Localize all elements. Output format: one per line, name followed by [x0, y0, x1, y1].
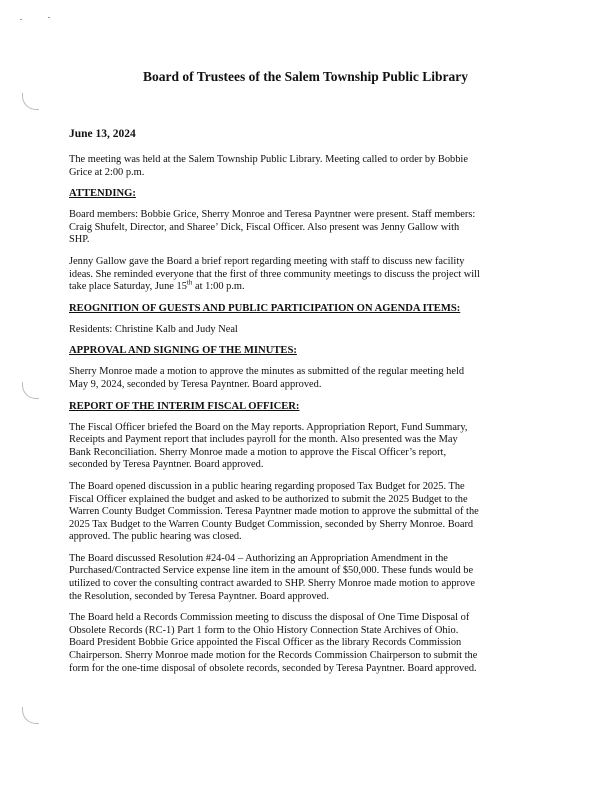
text-line: Craig Shufelt, Director, and Sharee’ Dick, Fiscal Officer. Also present was Jenny Gallow with	[69, 221, 460, 233]
text-line: utilized to cover the consulting contract awarded to SHP. Sherry Monroe made motion to approve	[69, 578, 475, 590]
minutes-heading: APPROVAL AND SIGNING OF THE MINUTES:	[69, 345, 297, 357]
text-line: SHP.	[69, 234, 90, 246]
resolution-paragraph	[69, 553, 515, 603]
ordinal-suffix: th	[186, 278, 193, 287]
recognition-heading: REOGNITION OF GUESTS AND PUBLIC PARTICIPATION ON AGENDA ITEMS:	[69, 302, 461, 314]
intro-paragraph	[69, 154, 515, 179]
text-line: The Fiscal Officer briefed the Board on the May reports. Appropriation Report, Fund Summary,	[69, 421, 468, 433]
document-title: Board of Trustees of the Salem Township Public Library	[142, 69, 469, 84]
scan-mark	[22, 93, 39, 110]
text-line: Grice at 2:00 p.m.	[69, 166, 145, 178]
text-line: Board President Bobbie Grice appointed the Fiscal Officer as the library Records Commission	[69, 637, 462, 649]
text-line: Sherry Monroe made a motion to approve the minutes as submitted of the regular meeting held	[69, 366, 465, 378]
text-fragment: take place Saturday, June 15	[69, 281, 187, 293]
records-paragraph	[69, 612, 515, 675]
meeting-date: June 13, 2024	[69, 128, 136, 140]
minutes-body	[69, 128, 515, 684]
residents-paragraph	[69, 324, 515, 337]
attending-heading: ATTENDING:	[69, 188, 136, 200]
gallow-paragraph	[69, 256, 515, 294]
text-line: ideas. She reminded everyone that the first of three community meetings to discuss the project will	[69, 268, 480, 280]
text-line: form for the one-time disposal of obsolete records, seconded by Teresa Payntner. Board approved.	[69, 662, 477, 674]
text-line: Purchased/Contracted Service expense line item in the amount of $50,000. These funds would be	[69, 565, 474, 577]
scan-speck	[48, 17, 50, 18]
budget-paragraph	[69, 481, 515, 544]
scan-mark	[22, 382, 39, 399]
minutes-paragraph	[69, 366, 515, 391]
text-line: The Board opened discussion in a public hearing regarding proposed Tax Budget for 2025. The	[69, 480, 465, 492]
fiscal-heading: REPORT OF THE INTERIM FISCAL OFFICER:	[69, 400, 300, 412]
scan-mark	[22, 707, 39, 724]
scan-speck	[20, 19, 22, 20]
text-line: Receipts and Payment report that includes payroll for the month. Also presented was the May	[69, 434, 458, 446]
text-line: May 9, 2024, seconded by Teresa Payntner. Board approved.	[69, 378, 322, 390]
text-line: Obsolete Records (RC-1) Part 1 form to the Ohio History Connection State Archives of Ohio.	[69, 624, 459, 636]
attending-paragraph	[69, 209, 515, 247]
text-line: The meeting was held at the Salem Township Public Library. Meeting called to order by Bobbie	[69, 154, 468, 165]
text-line: The Board discussed Resolution #24-04 – Authorizing an Appropriation Amendment in the	[69, 552, 448, 564]
text-line: Board members: Bobbie Grice, Sherry Monroe and Teresa Payntner were present. Staff members:	[69, 209, 476, 221]
text-fragment: at 1:00 p.m.	[192, 281, 245, 293]
text-line: The Board held a Records Commission meeting to discuss the disposal of One Time Disposal of	[69, 612, 470, 624]
text-line: Bank Reconciliation. Sherry Monroe made a motion to approve the Fiscal Officer’s report,	[69, 446, 447, 458]
text-line: Residents: Christine Kalb and Judy Neal	[69, 323, 238, 335]
fiscal-paragraph	[69, 422, 515, 472]
text-line: Fiscal Officer explained the budget and asked to be authorized to submit the 2025 Budget to the	[69, 493, 468, 505]
text-line: the Resolution, seconded by Teresa Payntner. Board approved.	[69, 590, 329, 602]
text-line: Chairperson. Sherry Monroe made motion for the Records Commission Chairperson to submit the	[69, 650, 478, 662]
text-line: 2025 Tax Budget to the Warren County Budget Commission, seconded by Sherry Monroe. Board	[69, 518, 474, 530]
text-line: approved. The public hearing was closed.	[69, 531, 242, 543]
text-line: Warren County Budget Commission. Teresa Payntner made motion to approve the submittal of the	[69, 506, 479, 518]
text-line: seconded by Teresa Payntner. Board approved.	[69, 459, 264, 471]
text-line: Jenny Gallow gave the Board a brief report regarding meeting with staff to discuss new facility	[69, 255, 465, 267]
text-line	[69, 278, 515, 294]
